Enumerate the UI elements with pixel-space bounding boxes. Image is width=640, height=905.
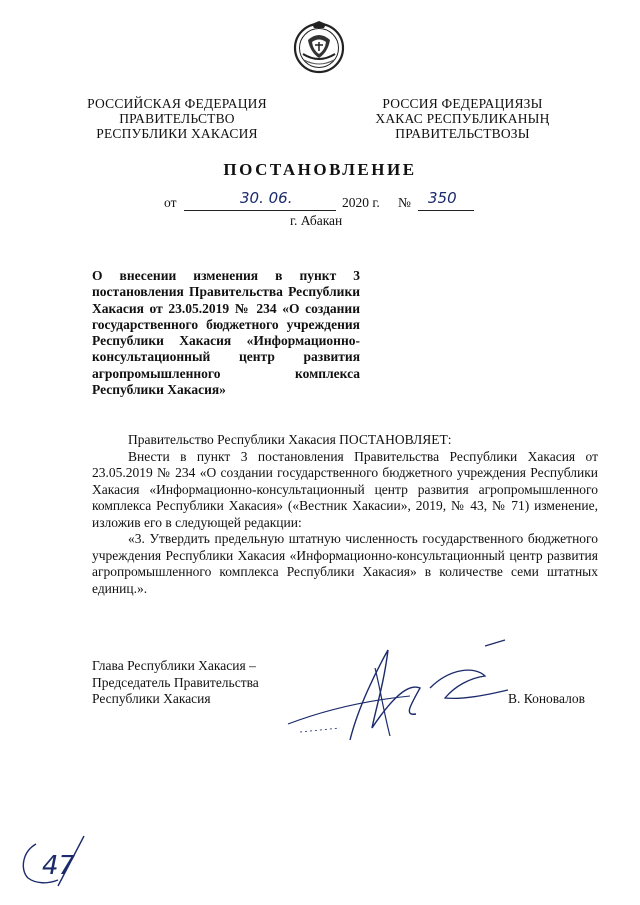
document-title: ПОСТАНОВЛЕНИЕ — [223, 160, 417, 179]
page-mark-number: 47 — [42, 851, 76, 881]
body-paragraph: «3. Утвердить предельную штатную численность государственного бюджетного учреждения Республики Хакасия «Информационно-консультационный центр развития агропромышленного комплекса Республики Хакасия» в количестве семи штатных единиц.». — [92, 531, 598, 596]
header-left-line: РОССИЙСКАЯ ФЕДЕРАЦИЯ — [87, 96, 267, 111]
number-sign: № — [398, 195, 411, 210]
date-prefix: от — [164, 195, 177, 210]
handwritten-signature — [280, 628, 520, 758]
body-paragraph: Внести в пункт 3 постановления Правительства Республики Хакасия от 23.05.2019 № 234 «О создании государственного бюджетного учреждения Республики Хакасия «Информационно-консультационный центр развития агропромышленного комплекса Республики Хакасия» («Вестник Хакасии», 2019, № 43, № 71) изменение, изложив его в следующей редакции: — [92, 448, 598, 530]
document-body — [92, 432, 598, 597]
signatory-title — [92, 658, 259, 708]
header-right-line: РОССИЯ ФЕДЕРАЦИЯЗЫ — [382, 96, 543, 111]
signatory-title-line: Республики Хакасия — [92, 691, 211, 706]
subject-text: О внесении изменения в пункт 3 постановления Правительства Республики Хакасия от 23.05.2019 № 234 «О создании государственного бюджетного учреждения Республики Хакасия «Информационно-консультационный центр развития агропромышленного комплекса Республики Хакасия» — [92, 268, 360, 398]
header-right — [365, 96, 560, 141]
header-left-line: ПРАВИТЕЛЬСТВО — [119, 111, 235, 126]
document-subject — [92, 268, 360, 398]
header-left — [82, 96, 272, 141]
city: г. Абакан — [290, 213, 343, 228]
year-label: 2020 г. — [342, 195, 380, 210]
handwritten-number: 350 — [428, 189, 457, 207]
signatory-name: В. Коновалов — [508, 691, 585, 706]
header-right-line: ХАКАС РЕСПУБЛИКАНЫҢ — [375, 111, 550, 126]
signatory-title-line: Глава Республики Хакасия – — [92, 658, 256, 673]
body-paragraph: Правительство Республики Хакасия ПОСТАНОВЛЯЕТ: — [128, 432, 452, 447]
handwritten-page-mark — [14, 830, 104, 890]
header-left-line: РЕСПУБЛИКИ ХАКАСИЯ — [96, 126, 258, 141]
signatory-title-line: Председатель Правительства — [92, 674, 259, 690]
header-right-line: ПРАВИТЕЛЬСТВОЗЫ — [395, 126, 530, 141]
coat-of-arms-icon — [290, 18, 348, 76]
handwritten-date: 30. 06. — [240, 189, 293, 207]
